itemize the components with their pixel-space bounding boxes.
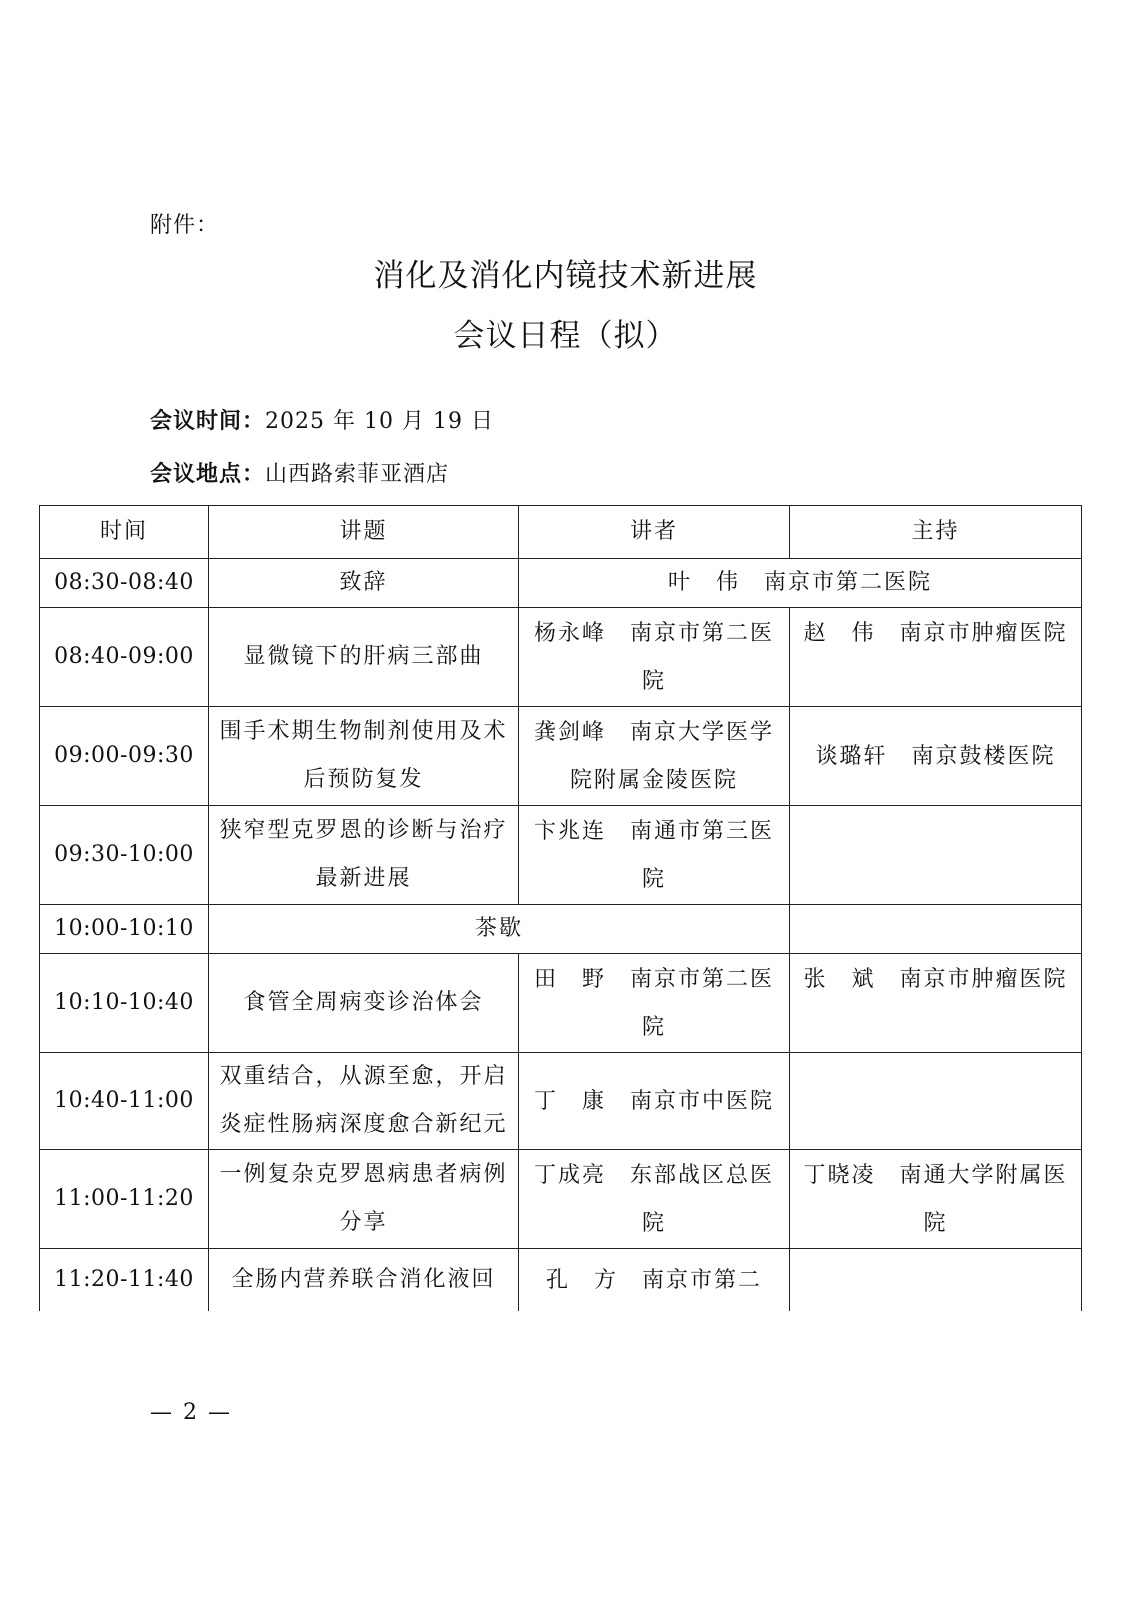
row-host: 丁晓凌 南通大学附属医院 [790, 1150, 1082, 1249]
meeting-place [150, 457, 449, 488]
meeting-time-value: 2025 年 10 月 19 日 [265, 409, 494, 434]
table-row [40, 954, 1082, 1053]
row-topic: 狭窄型克罗恩的诊断与治疗最新进展 [209, 806, 519, 905]
row-host [790, 806, 1082, 905]
row-host: 谈璐轩 南京鼓楼医院 [790, 707, 1082, 806]
row-topic: 双重结合，从源至愈，开启炎症性肠病深度愈合新纪元 [209, 1053, 519, 1150]
header-host: 主持 [790, 506, 1082, 559]
row-time: 09:00-09:30 [40, 707, 209, 806]
row-time: 08:30-08:40 [40, 559, 209, 608]
row-host: 赵 伟 南京市肿瘤医院 [790, 608, 1082, 707]
table-row [40, 806, 1082, 905]
header-time: 时间 [40, 506, 209, 559]
page-title: 消化及消化内镜技术新进展 [373, 258, 758, 294]
row-speaker: 丁成亮 东部战区总医院 [519, 1150, 790, 1249]
row-time: 11:20-11:40 [40, 1249, 209, 1312]
meeting-place-label: 会议地点： [150, 462, 266, 487]
row-host [790, 905, 1082, 954]
row-time: 10:40-11:00 [40, 1053, 209, 1150]
row-speaker: 丁 康 南京市中医院 [519, 1053, 790, 1150]
page-number: — 2 — [150, 1400, 232, 1425]
meeting-place-value: 山西路索菲亚酒店 [265, 462, 450, 487]
row-topic: 食管全周病变诊治体会 [209, 954, 519, 1053]
row-host [790, 1249, 1082, 1312]
row-topic: 茶歇 [209, 905, 790, 954]
row-host [790, 1053, 1082, 1150]
meeting-time [150, 404, 494, 435]
table-row [40, 707, 1082, 806]
page-subtitle: 会议日程（拟） [453, 318, 678, 354]
row-speaker: 孔 方 南京市第二 [519, 1249, 790, 1312]
row-topic: 一例复杂克罗恩病患者病例分享 [209, 1150, 519, 1249]
row-speaker: 卞兆连 南通市第三医院 [519, 806, 790, 905]
table-row [40, 608, 1082, 707]
attachment-label: 附件： [150, 213, 220, 238]
row-speaker: 田 野 南京市第二医院 [519, 954, 790, 1053]
row-topic: 全肠内营养联合消化液回 [209, 1249, 519, 1312]
table-row [40, 1249, 1082, 1312]
table-row [40, 1053, 1082, 1150]
row-speaker: 叶 伟 南京市第二医院 [519, 559, 1082, 608]
table-row [40, 905, 1082, 954]
row-speaker: 龚剑峰 南京大学医学院附属金陵医院 [519, 707, 790, 806]
row-time: 11:00-11:20 [40, 1150, 209, 1249]
row-host: 张 斌 南京市肿瘤医院 [790, 954, 1082, 1053]
row-topic: 致辞 [209, 559, 519, 608]
row-speaker: 杨永峰 南京市第二医院 [519, 608, 790, 707]
meeting-time-label: 会议时间： [150, 409, 266, 434]
row-time: 08:40-09:00 [40, 608, 209, 707]
row-topic: 围手术期生物制剂使用及术后预防复发 [209, 707, 519, 806]
row-time: 10:00-10:10 [40, 905, 209, 954]
row-topic: 显微镜下的肝病三部曲 [209, 608, 519, 707]
table-row [40, 1150, 1082, 1249]
table-row [40, 559, 1082, 608]
row-time: 09:30-10:00 [40, 806, 209, 905]
table-header-row [40, 506, 1082, 559]
row-time: 10:10-10:40 [40, 954, 209, 1053]
header-speaker: 讲者 [519, 506, 790, 559]
header-topic: 讲题 [209, 506, 519, 559]
schedule-table [39, 505, 1082, 1311]
